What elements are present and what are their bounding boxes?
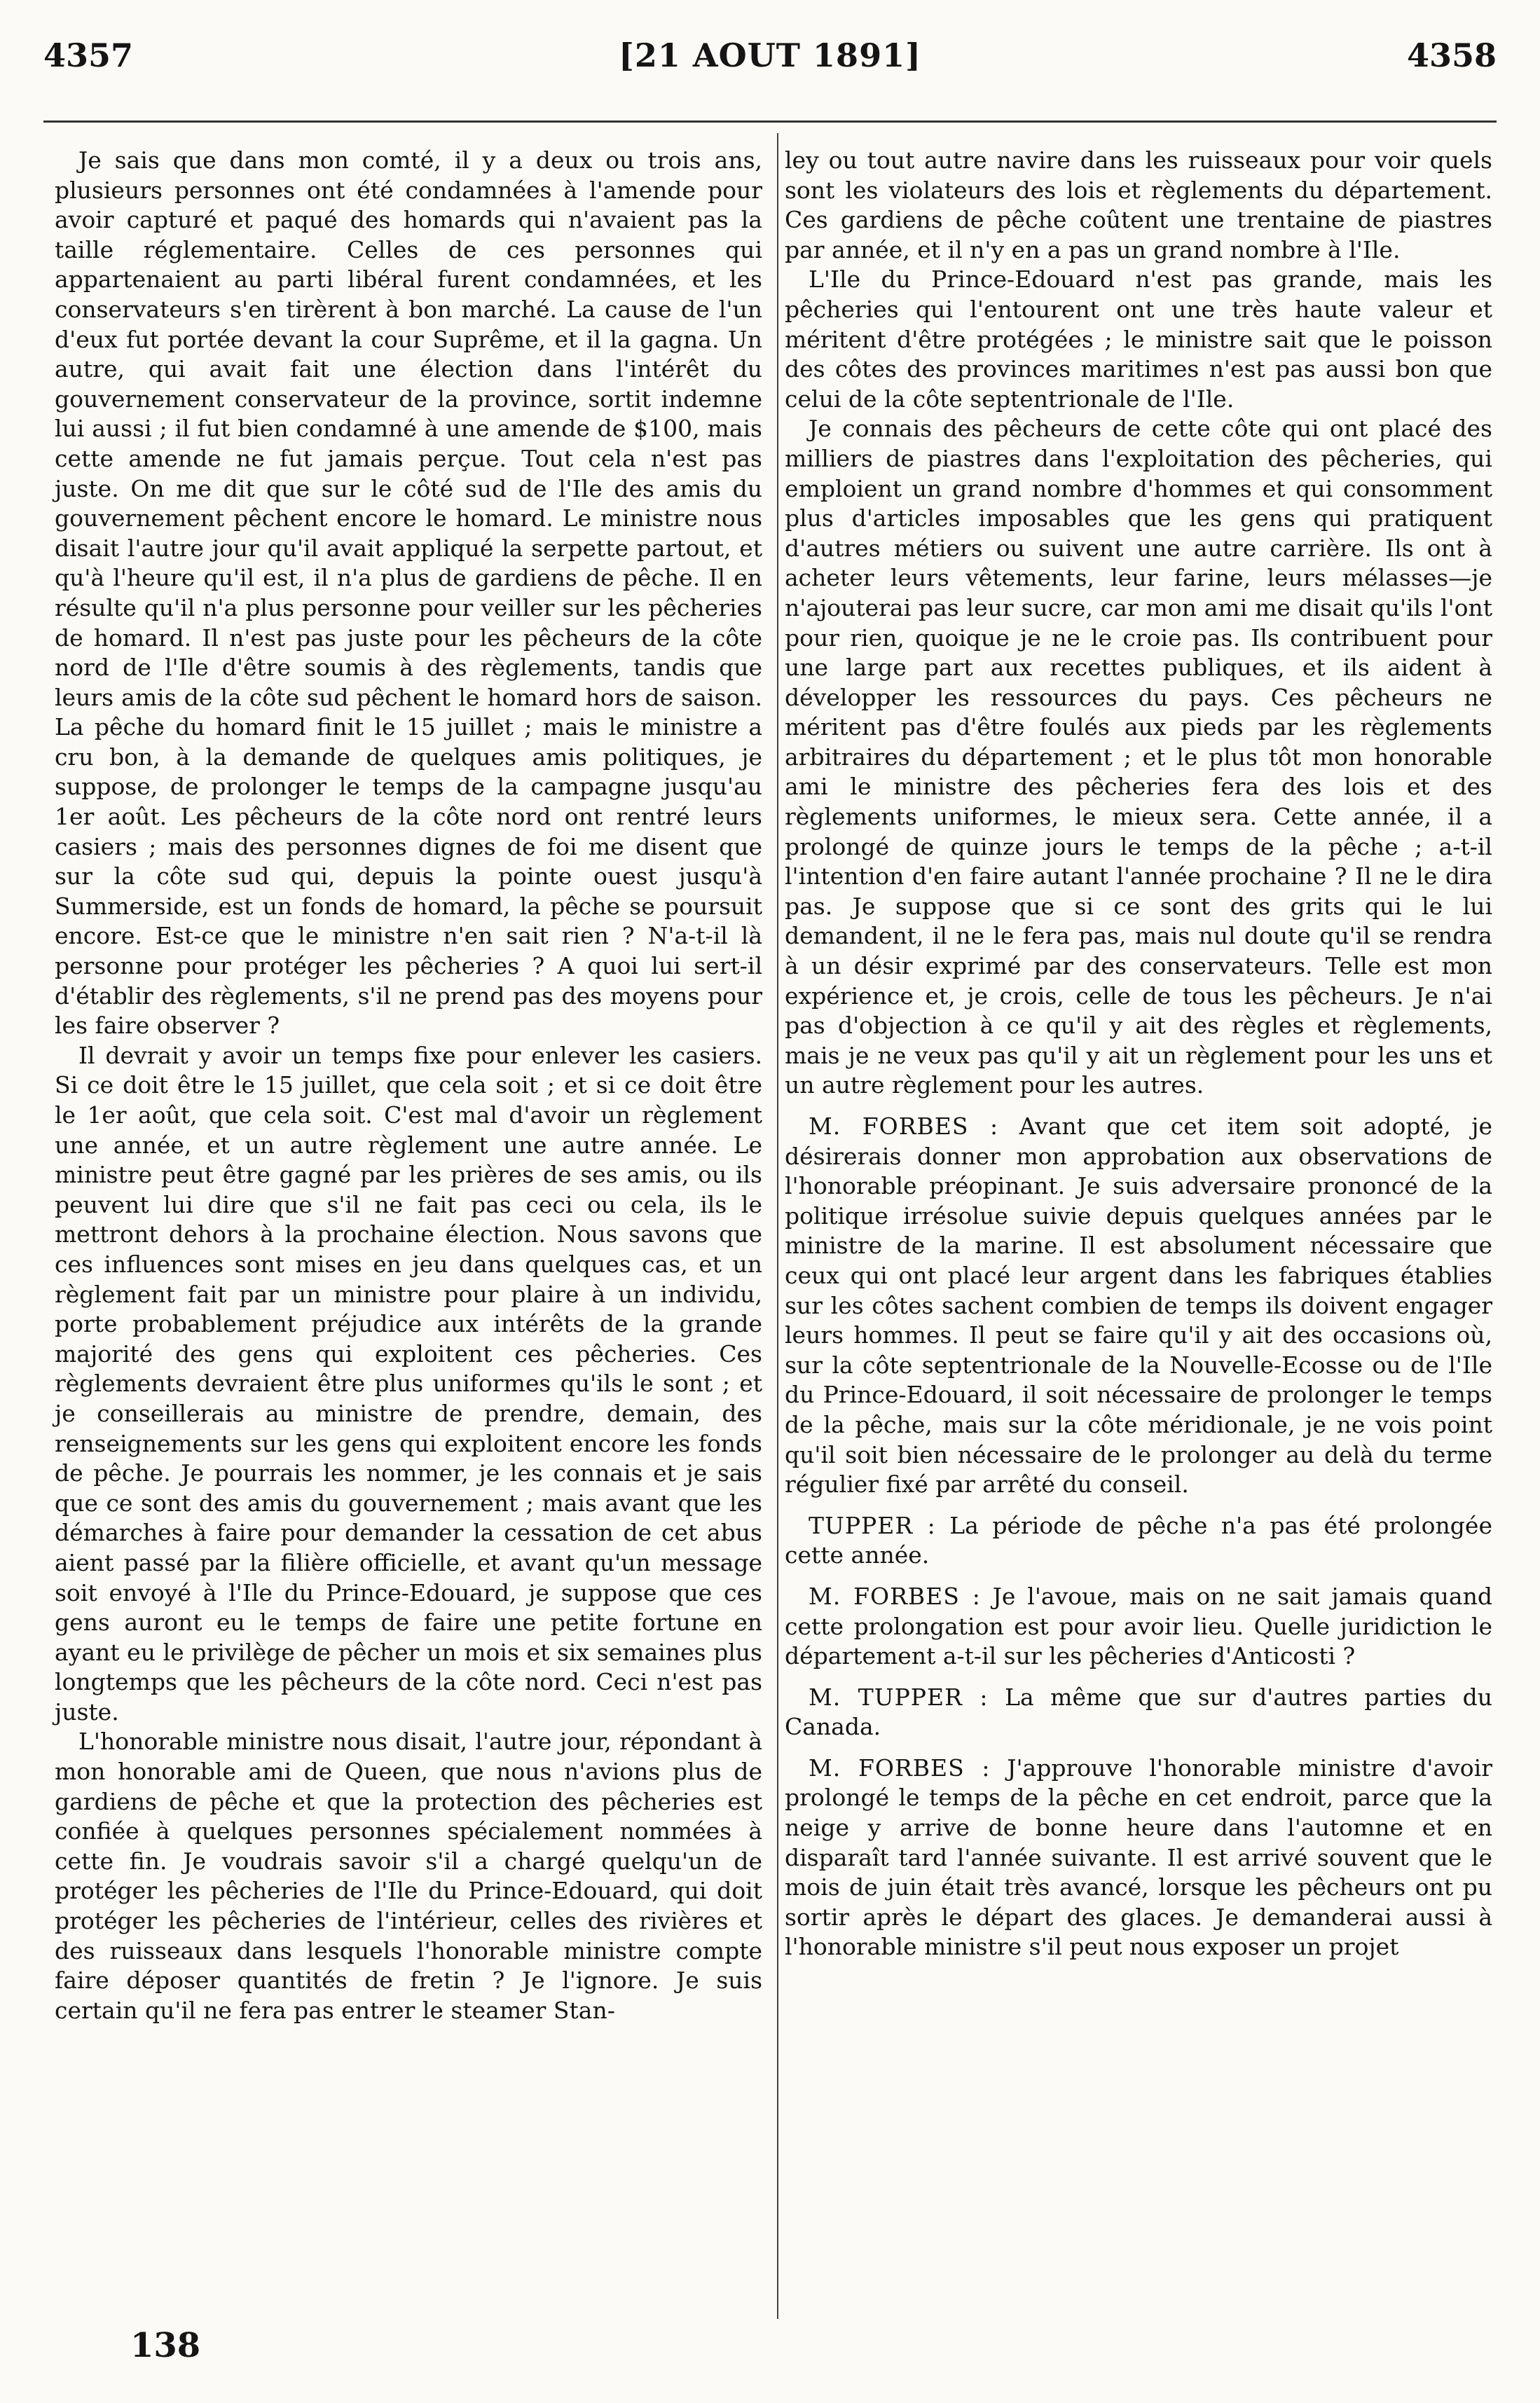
speaker-name: M. FORBES :: [809, 1582, 981, 1610]
page-header: [43, 36, 1497, 92]
speaker-name: M. TUPPER :: [809, 1683, 989, 1711]
speech: [785, 1511, 1492, 1571]
speech-text: La période de pêche n'a pas été prolongée cette année.: [785, 1511, 1492, 1569]
paragraph: L'honorable ministre nous disait, l'autre jour, répondant à mon honorable ami de Queen, que nous n'avions plus de gardiens de pêche et que la protection des pêcheries est confiée à quelques personnes spécialement nommées à cette fin. Je voudrais savoir s'il a chargé quelqu'un de protéger les pêcheries de l'Ile du Prince-Edouard, qui doit protéger les pêcheries de l'intérieur, celles des rivières et des ruisseaux dans lesquels l'honorable ministre compte faire déposer quantités de fretin ? Je l'ignore. Je suis certain qu'il ne fera pas entrer le steamer Stan-: [55, 1728, 762, 2024]
speaker-name: M. FORBES :: [809, 1754, 991, 1782]
speaker-name: M. FORBES :: [809, 1113, 999, 1140]
header-rule: [43, 121, 1497, 123]
paragraph-continuation: ley ou tout autre navire dans les ruisseaux pour voir quels sont les violateurs des lois et règlements du département. Ces gardiens de pêche coûtent une trentaine de piastres par année, et il n'y en a pas un grand nombre à l'Ile.: [785, 146, 1492, 263]
speech: [785, 1683, 1492, 1742]
speech-text: Avant que cet item soit adopté, je désirerais donner mon approbation aux observations de l'honorable préopinant. Je suis adversaire prononcé de la politique irrésolue suivie depuis quelques années par le ministre de la marine. Il est absolument nécessaire que ceux qui ont placé leur argent dans les fabriques établies sur les côtes sachent combien de temps ils doivent engager leurs hommes. Il peut se faire qu'il y ait des occasions où, sur la côte septentrionale de la Nouvelle-Ecosse ou de l'Ile du Prince-Edouard, il soit nécessaire de prolonger le temps de la pêche, mais sur la côte méridionale, je ne vois point qu'il soit bien nécessaire de le prolonger au delà du terme régulier fixé par arrêté du conseil.: [785, 1113, 1492, 1499]
speech-text: La même que sur d'autres parties du Canada.: [785, 1683, 1492, 1741]
paragraph: Il devrait y avoir un temps fixe pour enlever les casiers. Si ce doit être le 15 juillet, que cela soit ; et si ce doit être le 1er août, que cela soit. C'est mal d'avoir un règlement une année, et un autre règlement une autre année. Le ministre peut être gagné par les prières de ses amis, ou ils peuvent lui dire que s'il ne fait pas ceci ou cela, ils le mettront dehors à la prochaine élection. Nous savons que ces influences sont mises en jeu dans quelques cas, et un règlement fait par un ministre pour plaire à un individu, porte probablement préjudice aux intérêts de la grande majorité des gens qui exploitent ces pêcheries. Ces règlements devraient être plus uniformes qu'ils le sont ; et je conseillerais au ministre de prendre, demain, des renseignements sur les gens qui exploitent encore les fonds de pêche. Je pourrais les nommer, je les connais et je sais que ce sont des amis du gouvernement ; mais avant que les démarches à faire pour demander la cessation de cet abus aient passé par la filière officielle, et avant qu'un message soit envoyé à l'Ile du Prince-Edouard, je suppose que ces gens auront eu le temps de faire une petite fortune en ayant eu le privilège de pêcher un mois et six semaines plus longtemps que les pêcheurs de la côte nord. Ceci n'est pas juste.: [55, 1041, 762, 1726]
speech-text: Je l'avoue, mais on ne sait jamais quand cette prolongation est pour avoir lieu. Quelle juridiction le département a-t-il sur les pêcheries d'Anticosti ?: [785, 1582, 1492, 1670]
left-column: [55, 146, 762, 2025]
header-date: [21 AOUT 1891]: [619, 36, 921, 74]
page-number-left: 4357: [43, 36, 134, 74]
right-column: [785, 146, 1492, 1962]
paragraph: Je connais des pêcheurs de cette côte qui ont placé des milliers de piastres dans l'exploitation des pêcheries, qui emploient un grand nombre d'hommes et qui consomment plus d'articles imposables que les gens qui pratiquent d'autres métiers ou suivent une autre carrière. Ils ont à acheter leurs vêtements, leur farine, leurs mélasses—je n'ajouterai pas leur sucre, car mon ami me disait qu'ils l'ont pour rien, quoique je ne le croie pas. Ils contribuent pour une large part aux recettes publiques, et ils aident à développer les ressources du pays. Ces pêcheurs ne méritent pas d'être foulés aux pieds par les règlements arbitraires du département ; et le plus tôt mon honorable ami le ministre des pêcheries fera des lois et des règlements uniformes, le mieux sera. Cette année, il a prolongé de quinze jours le temps de la pêche ; a-t-il l'intention d'en faire autant l'année prochaine ? Il ne le dira pas. Je suppose que si ce sont des grits qui le lui demandent, il ne le fera pas, mais nul doute qu'il se rendra à un désir exprimé par des conservateurs. Telle est mon expérience et, je crois, celle de tous les pêcheurs. Je n'ai pas d'objection à ce qu'il y ait des règles et règlements, mais je ne veux pas qu'il y ait un règlement pour les uns et un autre règlement pour les autres.: [785, 415, 1492, 1099]
page-number-right: 4358: [1406, 36, 1497, 74]
paragraph: Je sais que dans mon comté, il y a deux ou trois ans, plusieurs personnes ont été condamnées à l'amende pour avoir capturé et paqué des homards qui n'avaient pas la taille réglementaire. Celles de ces personnes qui appartenaient au parti libéral furent condamnées, et les conservateurs s'en tirèrent à bon marché. La cause de l'un d'eux fut portée devant la cour Suprême, et il la gagna. Un autre, qui avait fait une élection dans l'intérêt du gouvernement conservateur de la province, sortit indemne lui aussi ; il fut bien condamné à une amende de $100, mais cette amende ne fut jamais perçue. Tout cela n'est pas juste. On me dit que sur le côté sud de l'Ile des amis du gouvernement pêchent encore le homard. Le ministre nous disait l'autre jour qu'il avait appliqué la serpette partout, et qu'à l'heure qu'il est, il n'a plus de gardiens de pêche. Il en résulte qu'il n'a plus personne pour veiller sur les pêcheries de homard. Il n'est pas juste pour les pêcheurs de la côte nord de l'Ile d'être soumis à des règlements, tandis que leurs amis de la côte sud pêchent le homard hors de saison. La pêche du homard finit le 15 juillet ; mais le ministre a cru bon, à la demande de quelques amis politiques, je suppose, de prolonger le temps de la campagne jusqu'au 1er août. Les pêcheurs de la côte nord ont rentré leurs casiers ; mais des personnes dignes de foi me disent que sur la côte sud qui, depuis la pointe ouest jusqu'à Summerside, est un fonds de homard, la pêche se poursuit encore. Est-ce que le ministre n'en sait rien ? N'a-t-il là personne pour protéger les pêcheries ? A quoi lui sert-il d'établir des règlements, s'il ne prend pas des moyens pour les faire observer ?: [55, 146, 762, 1040]
signature-number: 138: [130, 2326, 201, 2365]
speaker-name: TUPPER :: [809, 1511, 936, 1539]
paragraph: L'Ile du Prince-Edouard n'est pas grande, mais les pêcheries qui l'entourent ont une très haute valeur et méritent d'être protégées ; le ministre sait que le poisson des côtes des provinces maritimes n'est pas aussi bon que celui de la côte septentrionale de l'Ile.: [785, 266, 1492, 413]
speech-text: J'approuve l'honorable ministre d'avoir prolongé le temps de la pêche en cet endroit, parce que la neige y arrive de bonne heure dans l'automne et en disparaît tard l'année suivante. Il est arrivé souvent que le mois de juin était très avancé, lorsque les pêcheurs ont pu sortir après le départ des glaces. Je demanderai aussi à l'honorable ministre s'il peut nous exposer un projet: [785, 1754, 1492, 1961]
speech: [785, 1582, 1492, 1672]
speech: [785, 1754, 1492, 1962]
speech: [785, 1112, 1492, 1500]
column-divider: [777, 133, 778, 2319]
